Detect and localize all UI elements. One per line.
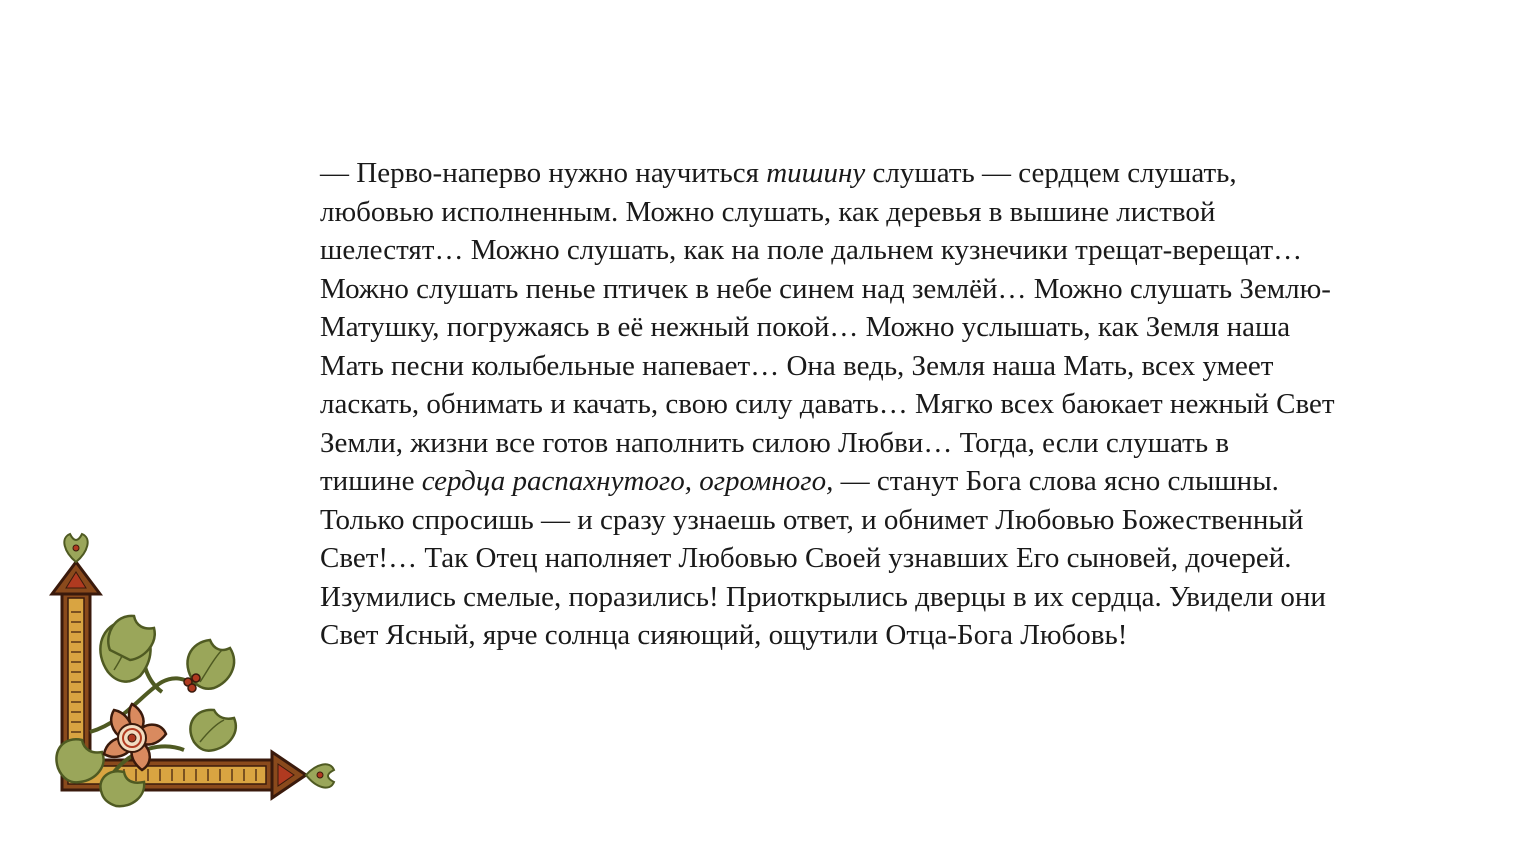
- text-line: Свет!… Так Отец наполняет Любовью Своей узнавших Его сыновей, дочерей.: [320, 542, 1292, 574]
- text-line: Земли, жизни все готов наполнить силою Любви… Тогда, если слушать в: [320, 426, 1230, 459]
- story-paragraph: [320, 154, 1450, 655]
- text-line: Мать песни колыбельные напевает… Она ведь, Земля наша Мать, всех умеет: [320, 349, 1274, 382]
- text-line: — Перво-наперво нужно научиться тишину слушать — сердцем слушать,: [320, 157, 1237, 189]
- text-line: ласкать, обнимать и качать, свою силу давать… Мягко всех баюкает нежный Свет: [320, 388, 1335, 420]
- text-line: шелестят… Можно слушать, как на поле дальнем кузнечики трещат-верещат…: [320, 234, 1303, 266]
- text-line: Можно слушать пенье птичек в небе синем над землёй… Можно слушать Землю-: [320, 272, 1331, 305]
- text-line: любовью исполненным. Можно слушать, как деревья в вышине листвой: [320, 195, 1216, 228]
- text-line: тишине сердца распахнутого, огромного, — станут Бога слова ясно слышны.: [320, 465, 1279, 497]
- text-line: Матушку, погружаясь в её нежный покой… Можно услышать, как Земля наша: [320, 311, 1291, 343]
- corner-ornament-icon: [44, 532, 344, 832]
- text-line: Свет Ясный, ярче солнца сияющий, ощутили Отца-Бога Любовь!: [320, 619, 1128, 651]
- text-line: Изумились смелые, поразились! Приоткрылись дверцы в их сердца. Увидели они: [320, 580, 1326, 613]
- text-line: Только спросишь — и сразу узнаешь ответ, и обнимет Любовью Божественный: [320, 503, 1304, 536]
